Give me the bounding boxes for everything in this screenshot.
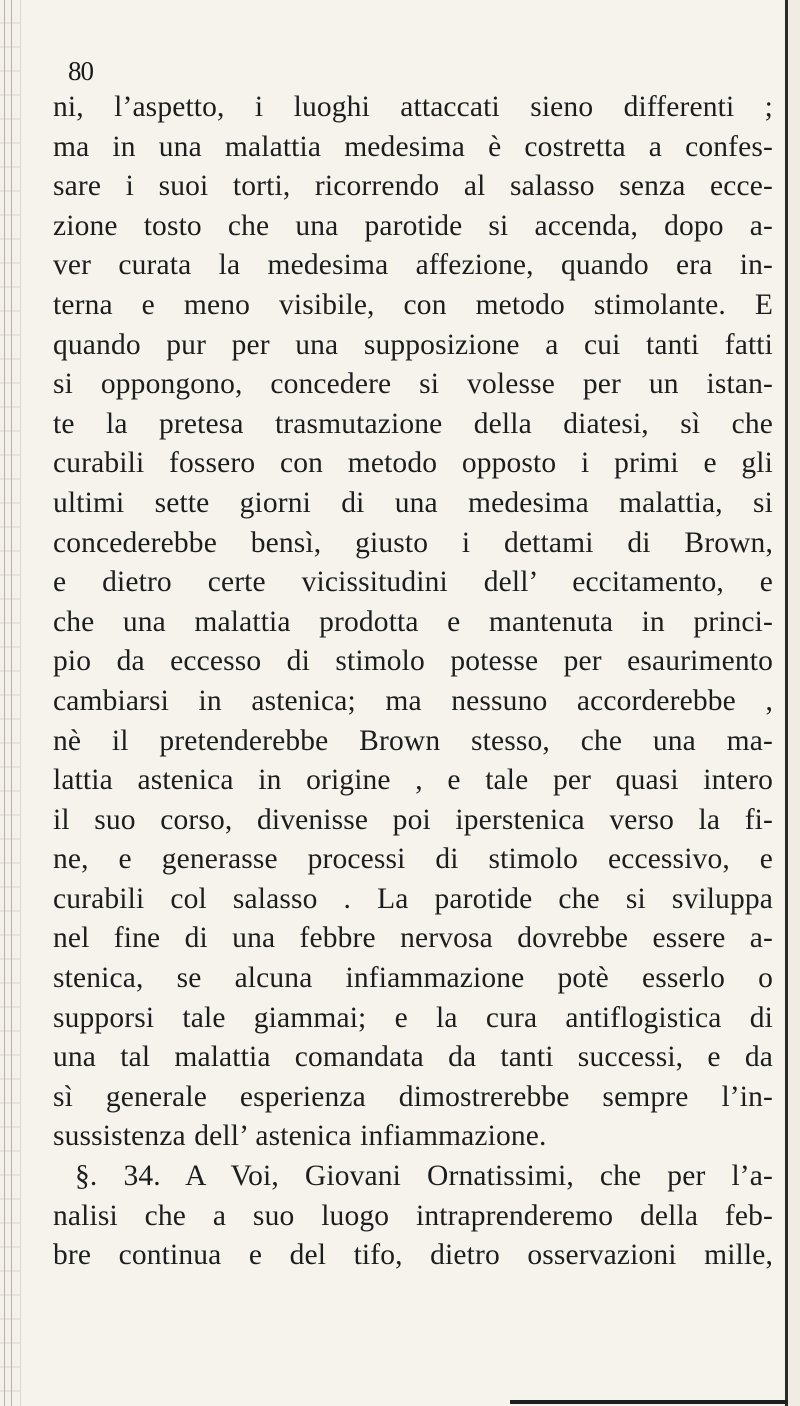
body-text (53, 88, 773, 1276)
text-line: te la pretesa trasmutazione della diatesi, sì che (53, 407, 773, 440)
section-heading-line: §. 34. A Voi, Giovani Ornatissimi, che per l’a- (75, 1160, 773, 1193)
text-line: quando pur per una supposizione a cui tanti fatti (53, 328, 773, 361)
text-line: il suo corso, divenisse poi iperstenica verso la fi- (53, 803, 773, 836)
text-line: terna e meno visibile, con metodo stimolante. E (53, 288, 773, 321)
text-line: e dietro certe vicissitudini dell’ eccitamento, e (53, 566, 773, 599)
edge-rule (11, 0, 12, 1406)
text-line: curabili col salasso . La parotide che si sviluppa (53, 882, 773, 915)
text-line: si oppongono, concedere si volesse per un istan- (53, 368, 773, 401)
text-line: ma in una malattia medesima è costretta a confes- (53, 130, 773, 163)
text-line: una tal malattia comandata da tanti successi, e da (53, 1041, 773, 1074)
text-line: cambiarsi in astenica; ma nessuno accorderebbe , (53, 684, 773, 717)
text-line: curabili fossero con metodo opposto i primi e gli (53, 447, 773, 480)
text-line: ultimi sette giorni di una medesima malattia, si (53, 486, 773, 519)
text-line: zione tosto che una parotide si accenda, dopo a- (53, 209, 773, 242)
edge-rule (4, 0, 5, 1406)
page-right-edge (785, 0, 800, 1406)
text-line: pio da eccesso di stimolo potesse per esaurimento (53, 645, 773, 678)
text-line: bre continua e del tifo, dietro osservazioni mille, (53, 1239, 773, 1272)
text-line: nel fine di una febbre nervosa dovrebbe essere a- (53, 922, 773, 955)
text-line: nalisi che a suo luogo intraprenderemo della feb- (53, 1199, 773, 1232)
text-line: lattia astenica in origine , e tale per quasi intero (53, 764, 773, 797)
text-line: sare i suoi torti, ricorrendo al salasso senza ecce- (53, 170, 773, 203)
text-line: ni, l’aspetto, i luoghi attaccati sieno differenti ; (53, 91, 773, 123)
text-line: ver curata la medesima affezione, quando era in- (53, 249, 773, 282)
text-line: ne, e generasse processi di stimolo eccessivo, e (53, 843, 773, 876)
text-line: concederebbe bensì, giusto i dettami di Brown, (53, 526, 773, 559)
page-left-edge (0, 0, 21, 1406)
text-line: supporsi tale giammai; e la cura antiflogistica di (53, 1001, 773, 1034)
text-line: stenica, se alcuna infiammazione potè esserlo o (53, 962, 773, 995)
text-line: sì generale esperienza dimostrerebbe sempre l’in- (53, 1080, 773, 1113)
page-number: 80 (68, 56, 93, 86)
text-line: nè il pretenderebbe Brown stesso, che una ma- (53, 724, 773, 757)
page-bottom-border (510, 1400, 788, 1404)
text-line: sussistenza dell’ astenica infiammazione. (53, 1120, 547, 1153)
text-line: che una malattia prodotta e mantenuta in princi- (53, 605, 773, 638)
